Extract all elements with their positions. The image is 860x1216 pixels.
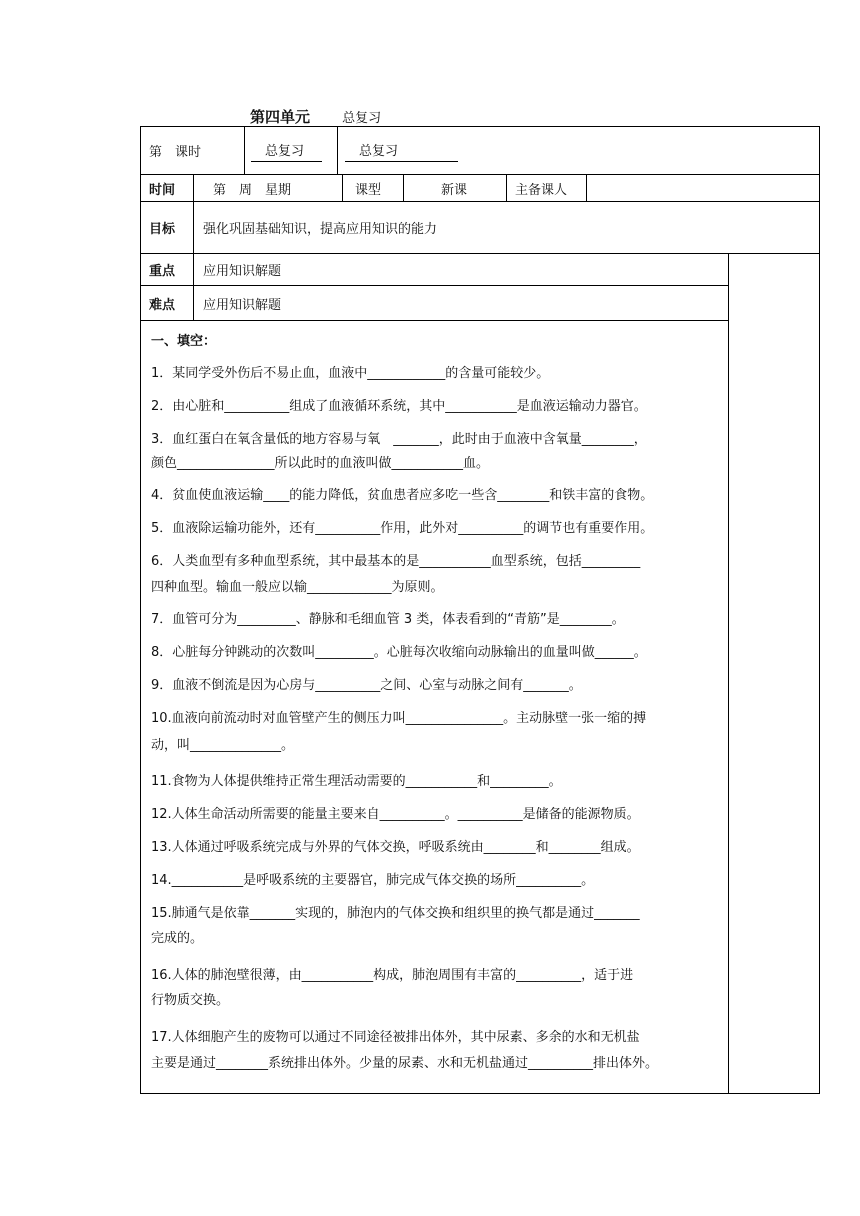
teacher-label: 主备课人 — [515, 182, 568, 198]
question-line: 四种血型。输血一般应以输_____________为原则。 — [151, 580, 444, 595]
question-line: 动，叫______________。 — [151, 738, 295, 753]
question-line: 16.人体的肺泡壁很薄，由___________构成，肺泡周围有丰富的__________，适于进 — [151, 968, 634, 983]
question-line: 7．血管可分为_________、静脉和毛细血管 3 类，体表看到的“青筋”是________。 — [151, 612, 625, 627]
time-row — [141, 175, 819, 202]
page-header — [250, 106, 381, 127]
question-line: 主要是通过________系统排出体外。少量的尿素、水和无机盐通过__________排出体外。 — [151, 1056, 659, 1071]
difficulty-value: 应用知识解题 — [203, 297, 282, 313]
lesson-row — [141, 127, 819, 175]
key-point-label: 重点 — [149, 264, 176, 279]
question-line: 1．某同学受外伤后不易止血，血液中____________的含量可能较少。 — [151, 366, 550, 381]
question-line: 完成的。 — [151, 931, 204, 946]
goal-value: 强化巩固基础知识，提高应用知识的能力 — [203, 222, 438, 237]
question-line: 颜色_______________所以此时的血液叫做___________血。 — [151, 456, 490, 471]
question-line: 11.食物为人体提供维持正常生理活动需要的___________和_________。 — [151, 774, 562, 789]
lesson-plan-table — [140, 126, 820, 1094]
question-line: 15.肺通气是依靠_______实现的，肺泡内的气体交换和组织里的换气都是通过_______ — [151, 906, 640, 921]
question-line: 4．贫血使血液运输____的能力降低，贫血患者应多吃一些含________和铁丰富的食物。 — [151, 488, 654, 503]
exercise-content — [141, 321, 728, 1093]
key-point-value: 应用知识解题 — [203, 264, 282, 279]
unit-subtitle: 总复习 — [342, 111, 382, 126]
difficulty-row — [141, 286, 728, 321]
question-line: 9．血液不倒流是因为心房与__________之间、心室与动脉之间有_______。 — [151, 678, 582, 693]
topic-stamp-1: 总复习 — [251, 140, 322, 162]
question-line: 17.人体细胞产生的废物可以通过不同途径被排出体外，其中尿素、多余的水和无机盐 — [151, 1030, 640, 1045]
time-label: 时间 — [149, 182, 176, 198]
difficulty-label: 难点 — [149, 297, 176, 313]
week-field: 第 周 星期 — [213, 182, 292, 198]
question-line: 3．血红蛋白在氧含量低的地方容易与氧 _______，此时由于血液中含氧量________， — [151, 432, 647, 447]
question-line: 6．人类血型有多种血型系统，其中最基本的是___________血型系统，包括_________ — [151, 554, 641, 569]
key-point-row — [141, 254, 728, 286]
goal-row — [141, 202, 819, 254]
question-line: 12.人体生命活动所需要的能量主要来自__________。__________是储备的能源物质。 — [151, 807, 640, 822]
lesson-label: 第 课时 — [149, 145, 202, 160]
question-line: 10.血液向前流动时对血管壁产生的侧压力叫_______________。主动脉壁一张一缩的搏 — [151, 711, 647, 726]
section-heading: 一、填空： — [151, 334, 217, 349]
question-line: 5．血液除运输功能外，还有__________作用，此外对__________的调节也有重要作用。 — [151, 521, 654, 536]
question-line: 行物质交换。 — [151, 993, 230, 1008]
unit-title: 第四单元 — [250, 108, 311, 126]
question-line: 14.___________是呼吸系统的主要器官，肺完成气体交换的场所__________。 — [151, 873, 595, 888]
question-line: 2．由心脏和__________组成了血液循环系统，其中___________是血液运输动力器官。 — [151, 399, 647, 414]
type-label: 课型 — [355, 182, 382, 198]
topic-stamp-2: 总复习 — [345, 140, 458, 162]
question-line: 8．心脏每分钟跳动的次数叫_________。心脏每次收缩向动脉输出的血量叫做______。 — [151, 645, 647, 660]
type-value: 新课 — [441, 182, 468, 198]
goal-label: 目标 — [149, 222, 176, 237]
question-line: 13.人体通过呼吸系统完成与外界的气体交换，呼吸系统由________和________组成。 — [151, 840, 640, 855]
